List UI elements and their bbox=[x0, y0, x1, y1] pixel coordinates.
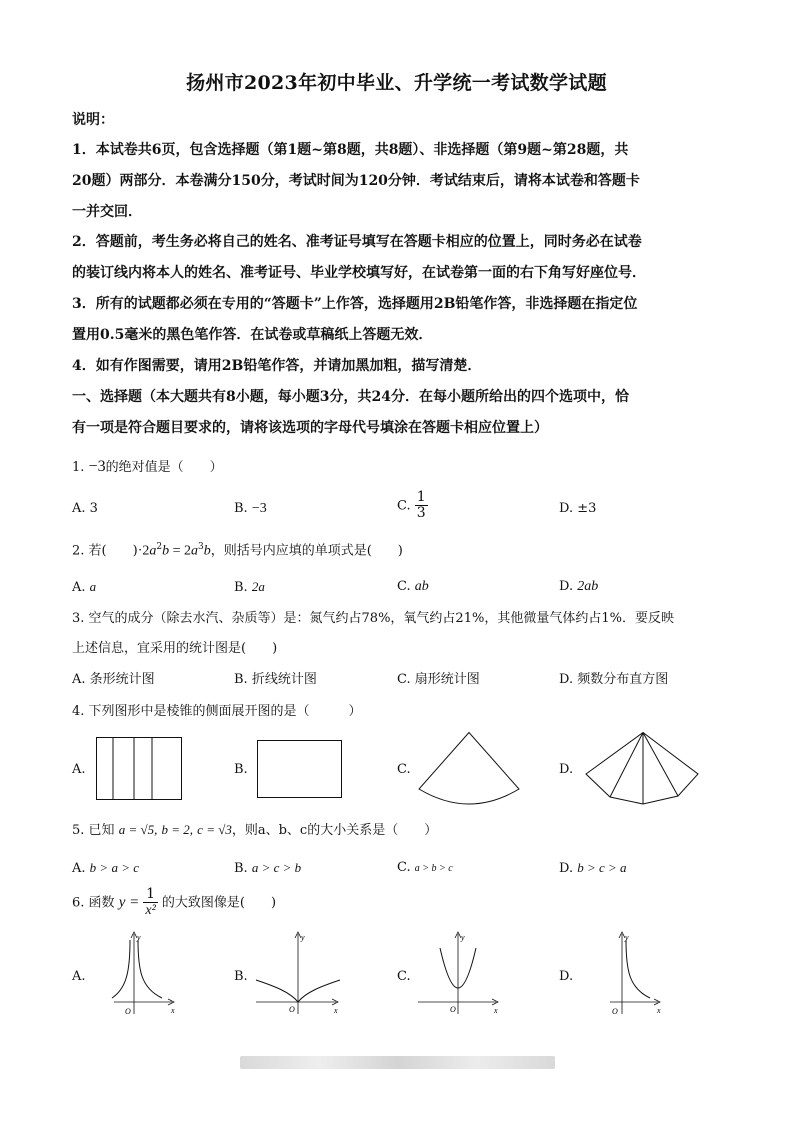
q4-option-a[interactable]: A. bbox=[72, 762, 86, 777]
q3-option-a[interactable]: A. 条形统计图 bbox=[72, 672, 155, 687]
axis-x-label: x bbox=[494, 1006, 498, 1015]
q6-graph-b bbox=[254, 930, 344, 1016]
q2-coef: ·2 bbox=[137, 543, 150, 559]
axis-y-label: y bbox=[625, 933, 629, 942]
axis-y-label: y bbox=[301, 933, 305, 942]
option-value: b > c > a bbox=[577, 860, 627, 875]
axis-x-label: x bbox=[171, 1006, 175, 1015]
q3-option-c[interactable]: C. 扇形统计图 bbox=[397, 672, 480, 687]
q6-graph-c bbox=[414, 930, 504, 1016]
q6-graph-d bbox=[596, 930, 666, 1016]
q2-eq: = 2 bbox=[169, 543, 191, 559]
option-value: a > c > b bbox=[251, 860, 302, 875]
option-value: a > b > c bbox=[414, 863, 453, 874]
q5-option-a[interactable] bbox=[72, 861, 139, 875]
q4-figure-c-sector bbox=[418, 732, 520, 808]
axis-x-label: x bbox=[334, 1006, 338, 1015]
option-value: 2a bbox=[251, 579, 265, 594]
q5-c-value: c = √3 bbox=[197, 822, 232, 837]
q1-text: 的绝对值是（ ） bbox=[105, 460, 223, 475]
origin-label: O bbox=[289, 1005, 295, 1014]
q4-figure-d-triangles bbox=[585, 732, 700, 807]
question-4: 4. 下列图形中是棱锥的侧面展开图的是（ ） bbox=[72, 704, 362, 719]
q2-text: ，则括号内应填的单项式是( ) bbox=[210, 543, 403, 559]
instructions-heading: 说明： bbox=[72, 112, 114, 128]
option-letter: B. bbox=[234, 861, 248, 876]
q2-option-a[interactable] bbox=[72, 580, 96, 594]
option-value: ±3 bbox=[577, 501, 597, 516]
question-6 bbox=[72, 887, 732, 919]
q2-var: a bbox=[149, 543, 157, 559]
option-letter: D. bbox=[559, 579, 574, 594]
q6-prefix: 6. 函数 bbox=[72, 895, 115, 911]
q5-option-c[interactable] bbox=[397, 861, 453, 874]
instruction-line: 一并交回． bbox=[72, 204, 142, 220]
page-title: 扬州市2023年初中毕业、升学统一考试数学试题 bbox=[186, 72, 607, 94]
option-value: −3 bbox=[251, 501, 267, 516]
q2-exponent: 3 bbox=[198, 542, 204, 552]
q1-option-d[interactable] bbox=[559, 502, 596, 515]
fraction-denominator: x² bbox=[145, 903, 156, 919]
fraction-numerator: 1 bbox=[416, 489, 426, 505]
q6-text: 的大致图像是( ) bbox=[161, 895, 277, 911]
q3-option-b[interactable]: B. 折线统计图 bbox=[234, 672, 317, 687]
instruction-line: 20题）两部分．本卷满分150分，考试时间为120分钟．考试结束后，请将本试卷和答题卡 bbox=[72, 173, 640, 189]
option-value: ab bbox=[414, 579, 429, 594]
option-letter: C. bbox=[397, 498, 411, 514]
axis-y-label: y bbox=[137, 933, 141, 942]
question-3-line2: 上述信息，宜采用的统计图是( ) bbox=[72, 641, 278, 656]
option-letter: B. bbox=[234, 501, 248, 516]
fraction bbox=[415, 490, 428, 522]
axis-y-label: y bbox=[461, 933, 465, 942]
q4-option-c[interactable]: C. bbox=[397, 762, 411, 777]
section-heading: 有一项是符合题目要求的，请将该选项的字母代号填涂在答题卡相应位置上） bbox=[72, 420, 548, 436]
q6-y-eq: y = bbox=[118, 894, 140, 911]
q5-text: ，则a、b、c的大小关系是（ ） bbox=[231, 823, 438, 838]
q5-option-d[interactable] bbox=[559, 861, 627, 875]
question-1 bbox=[72, 459, 732, 475]
option-letter: B. bbox=[234, 580, 248, 595]
instruction-line: 的装订线内将本人的姓名、准考证号、毕业学校填写好，在试卷第一面的右下角写好座位号． bbox=[72, 265, 646, 281]
q1-prefix: 1. bbox=[72, 460, 85, 475]
fraction-numerator: 1 bbox=[143, 887, 157, 903]
q6-fraction bbox=[143, 887, 157, 919]
q2-prefix: 2. 若( ) bbox=[72, 543, 138, 559]
q5-b-value: b = 2, bbox=[161, 822, 194, 837]
instruction-line: 3．所有的试题都必须在专用的“答题卡”上作答，选择题用2B铅笔作答，非选择题在指定位 bbox=[72, 296, 638, 312]
q6-option-a[interactable]: A. bbox=[72, 969, 86, 984]
fraction-denominator: 3 bbox=[416, 505, 426, 522]
q4-option-b[interactable]: B. bbox=[234, 762, 248, 777]
section-heading: 一、选择题（本大题共有8小题，每小题3分，共24分．在每小题所给出的四个选项中，恰 bbox=[72, 389, 629, 405]
q1-option-c[interactable] bbox=[397, 490, 428, 522]
q1-math: −3 bbox=[88, 458, 106, 475]
blurred-watermark bbox=[240, 1056, 555, 1069]
option-value: a bbox=[89, 579, 97, 594]
question-3-line1: 3. 空气的成分（除去水汽、杂质等）是：氮气约占78%，氧气约占21%，其他微量气体约占1%．要反映 bbox=[72, 611, 674, 626]
axis-x-label: x bbox=[657, 1006, 661, 1015]
option-letter: D. bbox=[559, 501, 574, 516]
option-value: 2ab bbox=[577, 579, 599, 594]
q2-option-c[interactable] bbox=[397, 580, 429, 594]
option-value: b > a > c bbox=[89, 860, 139, 875]
origin-label: O bbox=[125, 1007, 131, 1016]
q5-option-b[interactable] bbox=[234, 861, 301, 875]
q4-option-d[interactable]: D. bbox=[559, 762, 574, 777]
option-letter: C. bbox=[397, 860, 411, 875]
option-letter: A. bbox=[72, 580, 86, 595]
q3-option-d[interactable]: D. 频数分布直方图 bbox=[559, 672, 669, 687]
option-letter: C. bbox=[397, 579, 411, 594]
q6-option-d[interactable]: D. bbox=[559, 969, 574, 984]
origin-label: O bbox=[450, 1005, 456, 1014]
instruction-line: 4．如有作图需要，请用2B铅笔作答，并请加黑加粗，描写清楚． bbox=[72, 358, 482, 374]
origin-label: O bbox=[612, 1007, 618, 1016]
question-5 bbox=[72, 823, 732, 837]
q1-option-a[interactable]: A. 3 bbox=[72, 501, 98, 516]
q4-figure-a-net bbox=[96, 737, 182, 801]
q6-graph-a bbox=[108, 930, 180, 1016]
q6-option-b[interactable]: B. bbox=[234, 969, 248, 984]
q2-option-d[interactable] bbox=[559, 580, 598, 594]
instruction-line: 2．答题前，考生务必将自己的姓名、准考证号填写在答题卡相应的位置上，同时务必在试卷 bbox=[72, 234, 642, 250]
instruction-line: 1．本试卷共6页，包含选择题（第1题~第8题，共8题）、非选择题（第9题~第28题，共 bbox=[72, 142, 629, 158]
question-2 bbox=[72, 543, 732, 558]
q2-exponent: 2 bbox=[156, 542, 163, 552]
q1-option-b[interactable] bbox=[234, 502, 267, 516]
q6-option-c[interactable]: C. bbox=[397, 969, 411, 984]
q2-var: b bbox=[162, 543, 170, 559]
q5-a-value: a = √5, bbox=[118, 822, 158, 837]
q2-var: b bbox=[203, 543, 211, 559]
q4-figure-b-rectangle bbox=[257, 740, 343, 800]
q2-option-b[interactable] bbox=[234, 580, 265, 594]
option-letter: D. bbox=[559, 861, 574, 876]
option-letter: A. bbox=[72, 861, 86, 876]
instruction-line: 置用0.5毫米的黑色笔作答．在试卷或草稿纸上答题无效． bbox=[72, 327, 433, 343]
q5-prefix: 5. 已知 bbox=[72, 823, 115, 838]
q2-var: a bbox=[191, 543, 198, 559]
